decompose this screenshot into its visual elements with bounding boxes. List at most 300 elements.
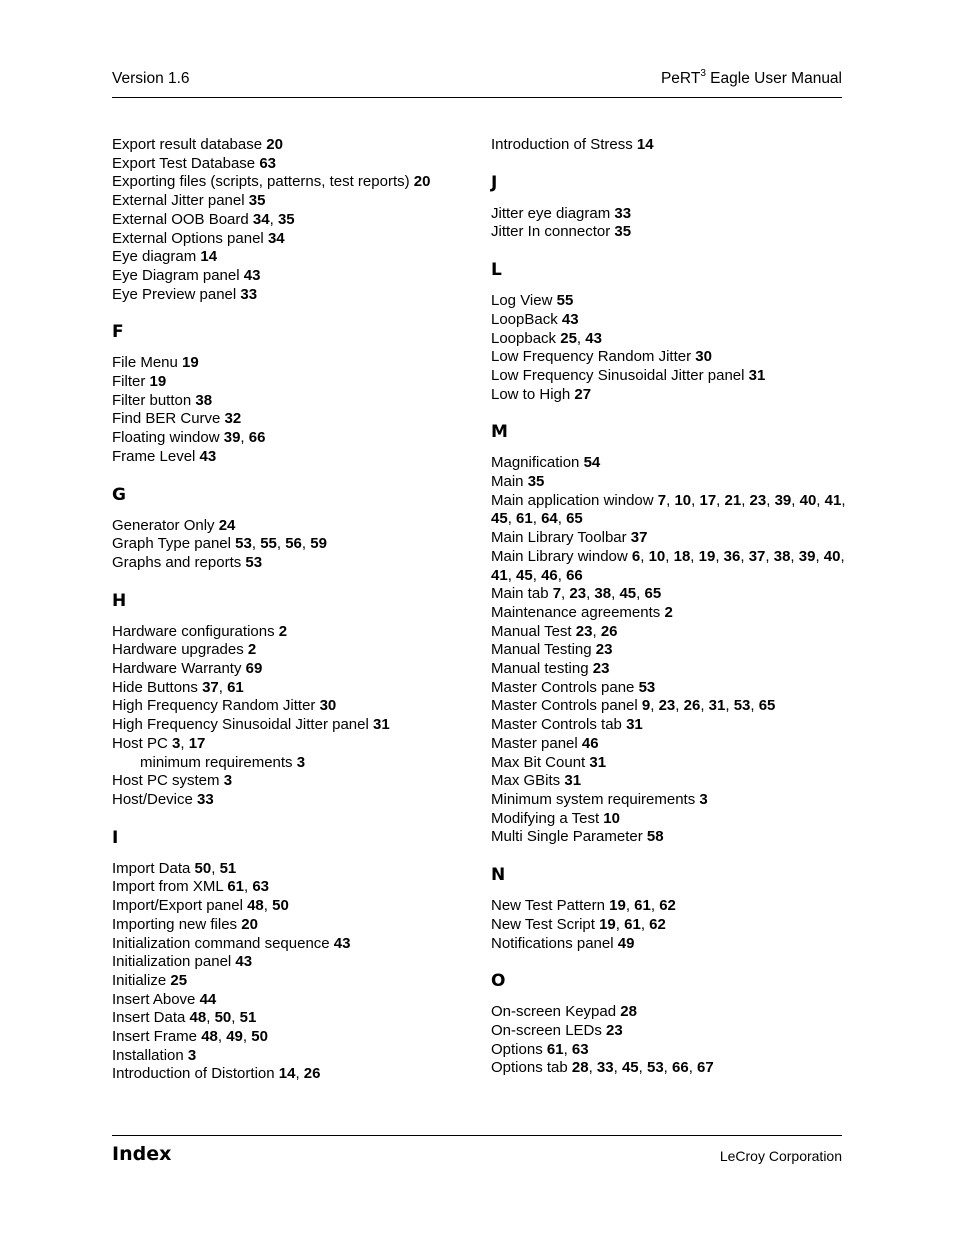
page-reference-link[interactable]: 3 [699, 790, 708, 808]
page-reference-link[interactable]: 10 [674, 491, 692, 509]
page-reference-link[interactable]: 17 [699, 491, 717, 509]
index-entry-term: Initialize [112, 971, 171, 989]
page-reference-link[interactable]: 32 [224, 410, 242, 428]
page-reference-link[interactable]: 31 [372, 716, 390, 734]
page-reference-link[interactable]: 66 [672, 1059, 689, 1077]
page-reference-link[interactable]: 18 [673, 547, 691, 565]
page-reference-link[interactable]: 33 [614, 204, 632, 222]
index-column-left [112, 136, 472, 1084]
page-reference-link[interactable]: 3 [172, 734, 181, 752]
index-entry-term: Eye diagram [112, 248, 201, 266]
index-entry-term: Initialization panel [112, 953, 236, 971]
page-reference-link[interactable]: 48 [189, 1009, 207, 1027]
index-subentry [112, 754, 472, 773]
index-entry [491, 223, 846, 242]
index-letter-heading: G [112, 484, 126, 505]
index-entry-term: Low Frequency Sinusoidal Jitter panel [491, 366, 749, 384]
index-entry-term: Main [491, 473, 528, 491]
page-reference-link[interactable]: 2 [664, 603, 673, 621]
page-reference-link[interactable]: 34 [252, 210, 270, 228]
page-reference-link[interactable]: 61 [227, 678, 244, 696]
index-entry-term: Manual Test [491, 622, 576, 640]
page-reference-link[interactable]: 43 [561, 310, 579, 328]
page-reference-link[interactable]: 38 [773, 547, 791, 565]
page-reference-link[interactable]: 44 [199, 990, 217, 1008]
page-reference-link[interactable]: 48 [201, 1028, 218, 1046]
index-entry [491, 935, 846, 954]
index-entry [112, 230, 472, 249]
page-reference-link[interactable]: 50 [251, 1028, 268, 1046]
index-entry-term: Import from XML [112, 878, 228, 896]
page-reference-link[interactable]: 35 [614, 223, 632, 241]
index-entry-term: minimum requirements [140, 753, 297, 771]
index-entry: Options 61, 63 [491, 1040, 589, 1058]
footer-divider [112, 1135, 842, 1136]
page-reference-link[interactable]: 65 [644, 585, 662, 603]
index-entry-term: Manual testing [491, 660, 593, 678]
page-reference-link[interactable]: 43 [333, 934, 351, 952]
index-entry-term: Eye Preview panel [112, 285, 241, 303]
page-reference-link[interactable]: 17 [188, 734, 206, 752]
page-reference-link[interactable]: 49 [617, 934, 635, 952]
page-reference-link[interactable]: 49 [226, 1028, 243, 1046]
index-entry-term: Jitter eye diagram [491, 204, 615, 222]
index-entry-term: Host PC [112, 734, 173, 752]
page-reference-link[interactable]: 66 [566, 566, 583, 584]
index-entry-term: Introduction of Distortion [112, 1065, 279, 1083]
index-entry-term: Host/Device [112, 790, 198, 808]
page-reference-link[interactable]: 53 [235, 535, 252, 553]
index-entry-term: File Menu [112, 354, 183, 372]
page-reference-link[interactable]: 53 [733, 697, 751, 715]
index-entry [112, 1047, 472, 1066]
index-entry [112, 410, 472, 429]
page-reference-link[interactable]: 34 [267, 229, 285, 247]
page-reference-link[interactable]: 53 [638, 678, 656, 696]
page-reference-link[interactable]: 31 [748, 366, 766, 384]
index-entry-term: External OOB Board [112, 210, 253, 228]
index-entry [112, 935, 472, 954]
index-entry-term: Low to High [491, 385, 575, 403]
index-entry [491, 1022, 846, 1041]
page-reference-link[interactable]: 2 [278, 622, 288, 640]
index-entry: Graph Type panel 53, 55, 56, 59 [112, 535, 327, 553]
page-reference-link[interactable]: 19 [149, 373, 167, 391]
index-entry [112, 791, 472, 810]
index-entry-term: Loopback [491, 329, 561, 347]
index-entry [491, 454, 846, 473]
page-reference-link[interactable]: 19 [182, 354, 199, 372]
index-entry-term: On-screen LEDs [491, 1021, 607, 1039]
page-reference-link[interactable]: 23 [575, 622, 593, 640]
page-reference-link[interactable]: 35 [277, 210, 295, 228]
page-reference-link[interactable]: 38 [594, 585, 612, 603]
index-entry-term: Export Test Database [112, 154, 260, 172]
index-entry-term: Hide Buttons [112, 678, 203, 696]
page-reference-link[interactable]: 30 [319, 697, 337, 715]
page-reference-link[interactable]: 31 [626, 716, 643, 734]
manual-title-superscript: 3 [700, 68, 706, 79]
page-reference-link[interactable]: 39 [798, 547, 816, 565]
index-entry-term: Manual Testing [491, 641, 596, 659]
index-entry [491, 386, 846, 405]
index-entry-term: Main Library window [491, 547, 632, 565]
index-entry [491, 1003, 846, 1022]
index-entry [112, 136, 472, 155]
index-entry: Master Controls panel 9, 23, 26, 31, 53, 65 [491, 697, 776, 715]
page-reference-link[interactable]: 39 [774, 491, 792, 509]
index-letter-heading: I [112, 827, 119, 848]
index-entry: External OOB Board 34, 35 [112, 210, 295, 228]
index-entry: New Test Script 19, 61, 62 [491, 915, 666, 933]
manual-title-prefix: PeRT [660, 70, 701, 87]
page-reference-link[interactable]: 45 [619, 585, 637, 603]
index-entry-term: Hardware configurations [112, 622, 279, 640]
page-reference-link[interactable]: 19 [599, 915, 616, 933]
index-entry [491, 311, 846, 330]
index-entry-term: Filter [112, 373, 150, 391]
index-entry: Insert Data 48, 50, 51 [112, 1009, 257, 1027]
index-entry [491, 660, 846, 679]
index-entry-term: LoopBack [491, 310, 562, 328]
page-reference-link[interactable]: 61 [516, 510, 533, 528]
page-reference-link[interactable]: 50 [194, 859, 212, 877]
index-entry: Introduction of Distortion 14, 26 [112, 1065, 321, 1083]
index-entry-term: Jitter In connector [491, 223, 615, 241]
index-entry-term: Master panel [491, 734, 582, 752]
page-reference-link[interactable]: 61 [624, 915, 641, 933]
index-entry-term: External Options panel [112, 229, 268, 247]
index-entry: Import from XML 61, 63 [112, 878, 270, 896]
page-reference-link[interactable]: 63 [571, 1040, 589, 1058]
page-reference-link[interactable]: 61 [227, 878, 244, 896]
index-entry-term: High Frequency Sinusoidal Jitter panel [112, 716, 373, 734]
index-entry: Options tab 28, 33, 45, 53, 66, 67 [491, 1059, 714, 1077]
index-entry-term: Frame Level [112, 447, 200, 465]
page-reference-link[interactable]: 50 [272, 897, 289, 915]
index-entry [112, 373, 472, 392]
index-letter-heading: N [491, 865, 506, 886]
index-entry [112, 192, 472, 211]
index-entry: Floating window 39, 66 [112, 429, 266, 447]
page-reference-link[interactable]: 23 [658, 697, 676, 715]
page-reference-link[interactable]: 27 [574, 385, 592, 403]
page-reference-link[interactable]: 43 [585, 329, 602, 347]
index-entry-term: Hardware Warranty [112, 660, 246, 678]
page-reference-link[interactable]: 58 [646, 828, 664, 846]
index-entry-term: Main Library Toolbar [491, 529, 631, 547]
page-reference-link[interactable]: 24 [218, 516, 236, 534]
index-entry-term: Import/Export panel [112, 897, 248, 915]
index-entry [112, 354, 472, 373]
index-entry-term: Generator Only [112, 516, 219, 534]
index-entry: Main Library window 6, 10, 18, 19, 36, 37, 38, 39, 40, 41, 45, 46, 66 [491, 547, 845, 584]
index-entry [112, 716, 472, 735]
version-label: Version 1.6 [112, 70, 190, 87]
page-reference-link[interactable]: 23 [569, 585, 587, 603]
index-entry [112, 248, 472, 267]
index-entry-term: Multi Single Parameter [491, 828, 647, 846]
index-entry [491, 810, 846, 829]
index-entry-term: Exporting files (scripts, patterns, test reports) [112, 173, 414, 191]
index-entry-term: Master Controls pane [491, 678, 639, 696]
page-reference-link[interactable]: 53 [646, 1059, 664, 1077]
page-reference-link[interactable]: 66 [248, 429, 266, 447]
page-reference-link[interactable]: 64 [541, 510, 558, 528]
index-entry: Insert Frame 48, 49, 50 [112, 1028, 268, 1046]
page-reference-link[interactable]: 65 [758, 697, 776, 715]
page-reference-link[interactable]: 55 [556, 292, 574, 310]
index-entry-term: Hardware upgrades [112, 641, 248, 659]
index-entry-term: Importing new files [112, 915, 242, 933]
page-reference-link[interactable]: 59 [310, 535, 327, 553]
page-reference-link[interactable]: 33 [596, 1059, 614, 1077]
index-entry [491, 529, 846, 548]
index-entry [112, 155, 472, 174]
page-reference-link[interactable]: 69 [245, 660, 263, 678]
index-entry-term: Graph Type panel [112, 535, 236, 553]
index-entry [491, 473, 846, 492]
page-reference-link[interactable]: 62 [659, 897, 676, 915]
page-reference-link[interactable]: 19 [609, 897, 626, 915]
index-entry [112, 623, 472, 642]
page-reference-link[interactable]: 43 [235, 953, 253, 971]
page-reference-link[interactable]: 37 [748, 547, 766, 565]
page-reference-link[interactable]: 65 [566, 510, 583, 528]
page-reference-link[interactable]: 48 [247, 897, 264, 915]
page-reference-link[interactable]: 14 [636, 136, 654, 153]
page-reference-link[interactable]: 30 [695, 348, 712, 366]
page-reference-link[interactable]: 39 [223, 429, 241, 447]
index-entry [112, 697, 472, 716]
index-entry [491, 828, 846, 847]
page-reference-link[interactable]: 61 [546, 1040, 564, 1058]
index-entry [491, 791, 846, 810]
index-entry-term: External Jitter panel [112, 192, 249, 210]
page-reference-link[interactable]: 20 [241, 915, 258, 933]
page-reference-link[interactable]: 38 [195, 391, 213, 409]
index-letter-heading: F [112, 322, 124, 343]
page-reference-link[interactable]: 35 [248, 192, 266, 210]
page-reference-link[interactable]: 3 [296, 753, 306, 771]
page-reference-link[interactable]: 10 [603, 809, 620, 827]
index-entry-term: New Test Script [491, 915, 600, 933]
index-entry [491, 205, 846, 224]
index-entry [491, 136, 846, 155]
index-entry [112, 448, 472, 467]
page-reference-link[interactable]: 23 [595, 641, 613, 659]
page-reference-link[interactable]: 31 [589, 753, 607, 771]
index-entry-term: Maintenance agreements [491, 603, 665, 621]
index-entry-term: Eye Diagram panel [112, 266, 244, 284]
page-reference-link[interactable]: 3 [187, 1046, 197, 1064]
index-entry-term: Magnification [491, 454, 584, 472]
page-reference-link[interactable]: 25 [560, 329, 577, 347]
page-reference-link[interactable]: 28 [571, 1059, 589, 1077]
index-letter-heading: O [491, 971, 506, 992]
page-reference-link[interactable]: 53 [245, 553, 263, 571]
index-entry [112, 991, 472, 1010]
index-entry-term: On-screen Keypad [491, 1003, 621, 1021]
footer-section-title: Index [112, 1143, 172, 1165]
index-entry [491, 679, 846, 698]
index-entry [112, 972, 472, 991]
index-entry-term: Filter button [112, 391, 196, 409]
index-entry [491, 348, 846, 367]
index-entry-term: Master Controls panel [491, 697, 642, 715]
page-reference-link[interactable]: 28 [620, 1003, 637, 1021]
index-entry [491, 292, 846, 311]
index-entry-term: Max GBits [491, 772, 565, 790]
index-entry [491, 367, 846, 386]
page-reference-link[interactable]: 45 [516, 566, 533, 584]
page-reference-link[interactable]: 61 [634, 897, 651, 915]
page-reference-link[interactable]: 20 [413, 173, 431, 191]
index-entry-term: Insert Above [112, 990, 200, 1008]
index-entry-term: Main tab [491, 585, 553, 603]
index-entry-term: Notifications panel [491, 934, 618, 952]
index-entry-term: Options [491, 1040, 547, 1058]
page-reference-link[interactable]: 20 [266, 136, 283, 153]
page-reference-link[interactable]: 2 [247, 641, 257, 659]
page-reference-link[interactable]: 54 [583, 454, 601, 472]
index-entry-term: Host PC system [112, 772, 224, 790]
index-entry [112, 660, 472, 679]
page-reference-link[interactable]: 40 [799, 491, 817, 509]
index-entry [491, 754, 846, 773]
manual-title-suffix: Eagle User Manual [705, 70, 842, 87]
page-reference-link[interactable]: 7 [552, 585, 562, 603]
page-reference-link[interactable]: 46 [581, 734, 599, 752]
header-divider [112, 97, 842, 98]
index-entry-term: High Frequency Random Jitter [112, 697, 320, 715]
index-entry-term: Import Data [112, 859, 195, 877]
page-reference-link[interactable]: 26 [683, 697, 701, 715]
index-entry [112, 641, 472, 660]
index-entry [112, 916, 472, 935]
index-entry-term: Initialization command sequence [112, 934, 334, 952]
page-reference-link[interactable]: 50 [214, 1009, 232, 1027]
index-entry: New Test Pattern 19, 61, 62 [491, 897, 676, 915]
index-entry: Manual Test 23, 26 [491, 622, 618, 640]
page-reference-link[interactable]: 21 [724, 491, 742, 509]
index-entry-term: Low Frequency Random Jitter [491, 348, 696, 366]
page-reference-link[interactable]: 45 [621, 1059, 639, 1077]
page-reference-link[interactable]: 33 [240, 285, 258, 303]
index-entry [112, 173, 472, 192]
page-reference-link[interactable]: 56 [285, 535, 302, 553]
page-reference-link[interactable]: 63 [252, 878, 270, 896]
index-entry-term: Options tab [491, 1059, 572, 1077]
index-entry-term: Export result database [112, 136, 267, 153]
index-entry [491, 604, 846, 623]
index-entry-term: Installation [112, 1046, 188, 1064]
page-reference-link[interactable]: 41 [824, 491, 842, 509]
page-reference-link[interactable]: 14 [278, 1065, 296, 1083]
page-reference-link[interactable]: 33 [197, 790, 214, 808]
page-reference-link[interactable]: 25 [170, 971, 188, 989]
footer-company: LeCroy Corporation [719, 1148, 842, 1164]
page-reference-link[interactable]: 67 [697, 1059, 714, 1077]
index-entry-term: Find BER Curve [112, 410, 225, 428]
index-entry: Main tab 7, 23, 38, 45, 65 [491, 585, 662, 603]
page-reference-link[interactable]: 31 [708, 697, 726, 715]
index-entry: Import Data 50, 51 [112, 859, 237, 877]
page-reference-link[interactable]: 43 [199, 447, 217, 465]
index-entry [112, 267, 472, 286]
index-letter-heading: J [491, 172, 498, 193]
page-reference-link[interactable]: 36 [723, 547, 741, 565]
index-entry: Hide Buttons 37, 61 [112, 678, 244, 696]
index-entry-term: Graphs and reports [112, 553, 246, 571]
index-entry-term: Introduction of Stress [491, 136, 637, 153]
index-entry-term: Max Bit Count [491, 753, 590, 771]
index-letter-heading: H [112, 590, 127, 611]
page-header [112, 70, 842, 90]
page-reference-link[interactable]: 14 [200, 248, 218, 266]
index-entry [491, 772, 846, 791]
index-entry-term: Master Controls tab [491, 716, 627, 734]
page-reference-link[interactable]: 41 [491, 566, 508, 584]
index-entry: Loopback 25, 43 [491, 329, 602, 347]
index-entry-term: Modifying a Test [491, 809, 604, 827]
page-reference-link[interactable]: 23 [592, 660, 610, 678]
page-reference-link[interactable]: 40 [823, 547, 841, 565]
page-reference-link[interactable]: 23 [749, 491, 767, 509]
page-reference-link[interactable]: 51 [239, 1009, 257, 1027]
page-reference-link[interactable]: 55 [260, 535, 277, 553]
index-entry: Host PC 3, 17 [112, 734, 206, 752]
page-reference-link[interactable]: 37 [630, 529, 648, 547]
page-reference-link[interactable]: 10 [648, 547, 666, 565]
page-reference-link[interactable]: 35 [527, 473, 545, 491]
page-reference-link[interactable]: 26 [600, 622, 618, 640]
page-reference-link[interactable]: 26 [303, 1065, 321, 1083]
index-entry: Main application window 7, 10, 17, 21, 23, 39, 40, 41, 45, 61, 64, 65 [491, 491, 846, 528]
index-entry: Import/Export panel 48, 50 [112, 897, 289, 915]
index-entry-term: Insert Frame [112, 1028, 202, 1046]
page-reference-link[interactable]: 9 [641, 697, 651, 715]
index-entry-term: Insert Data [112, 1009, 190, 1027]
index-entry [112, 953, 472, 972]
page-reference-link[interactable]: 23 [606, 1021, 623, 1039]
page-reference-link[interactable]: 63 [259, 154, 276, 172]
index-entry [491, 735, 846, 754]
page-reference-link[interactable]: 45 [491, 510, 508, 528]
index-entry-term: Main application window [491, 491, 658, 509]
page-reference-link[interactable]: 7 [657, 491, 667, 509]
index-entry [491, 641, 846, 660]
index-entry [112, 517, 472, 536]
page-reference-link[interactable]: 3 [223, 772, 233, 790]
index-entry [491, 716, 846, 735]
index-letter-heading: M [491, 422, 508, 443]
page-reference-link[interactable]: 51 [219, 859, 237, 877]
index-entry [112, 392, 472, 411]
page-reference-link[interactable]: 37 [202, 678, 219, 696]
index-entry-term: Floating window [112, 429, 224, 447]
index-entry-term: Minimum system requirements [491, 790, 700, 808]
page-reference-link[interactable]: 46 [541, 566, 558, 584]
page-reference-link[interactable]: 43 [243, 266, 261, 284]
page-reference-link[interactable]: 6 [631, 547, 641, 565]
index-entry-term: New Test Pattern [491, 897, 610, 915]
page-reference-link[interactable]: 62 [649, 915, 666, 933]
index-letter-heading: L [491, 260, 502, 281]
index-entry-term: Log View [491, 292, 557, 310]
page-reference-link[interactable]: 31 [564, 772, 582, 790]
page-reference-link[interactable]: 19 [698, 547, 716, 565]
